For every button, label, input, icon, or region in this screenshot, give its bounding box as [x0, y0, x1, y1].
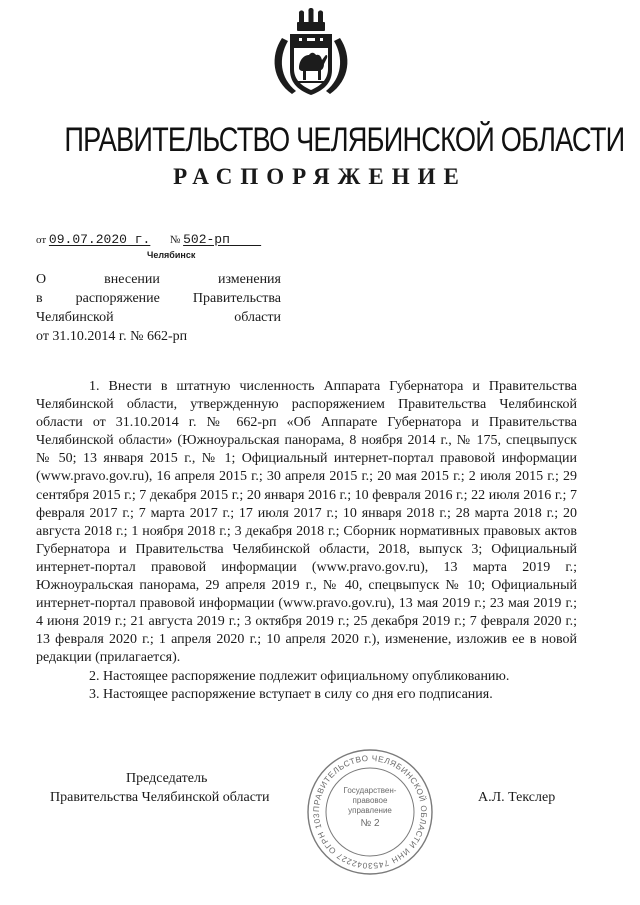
signatory-organization: Правительства Челябинской области	[50, 790, 270, 805]
signatory-role: Председатель	[126, 771, 208, 786]
document-date: 09.07.2020 г.	[48, 232, 151, 247]
document-number: 502-рп	[183, 232, 230, 247]
document-requisites	[36, 232, 261, 248]
coat-of-arms-emblem	[266, 8, 356, 100]
document-body	[36, 378, 577, 704]
subject-line-4: от 31.10.2014 г. № 662-рп	[36, 329, 188, 344]
subject-line-2: в распоряжение Правительства	[36, 291, 281, 306]
signatory-name: А.Л. Текслер	[478, 790, 556, 805]
number-prefix: №	[169, 234, 181, 246]
stamp-line-3: управление	[348, 806, 392, 815]
paragraph-1: 1. Внести в штатную численность Аппарата Губернатора и Правительства Челябинской области, утвержденную распоряжением Правительства Челябинской области от 31.10.2014 г. № 662-рп «Об Аппарате Губернатора и Правительства Челябинской области» (Южноуральская панорама, 8 ноября 2014 г., № 175, спецвыпуск № 50; 13 января 2015 г., № 1; Официальный интернет-портал правовой информации (www.pravo.gov.ru), 16 апреля 2015 г.; 30 апреля 2015 г.; 20 мая 2015 г.; 2 июля 2015 г.; 29 сентября 2015 г.; 7 декабря 2015 г.; 20 января 2016 г.; 10 февраля 2016 г.; 22 июля 2016 г.; 7 февраля 2017 г.; 7 марта 2017 г.; 17 июля 2017 г.; 10 января 2018 г.; 28 марта 2018 г.; 20 августа 2018 г.; 1 ноября 2018 г.; 3 декабря 2018 г.; Сборник нормативных правовых актов Губернатора и Правительства Челябинской области, 2018, выпуск 3; Официальный интернет-портал правовой информации (www.pravo.gov.ru), 13 марта 2019 г.; Южноуральская панорама, 29 апреля 2019 г., № 40, спецвыпуск № 10; Официальный интернет-портал правовой информации (www.pravo.gov.ru), 13 мая 2019 г.; 23 мая 2019 г.; 4 июня 2019 г.; 21 августа 2019 г.; 3 октября 2019 г.; 25 декабря 2019 г.; 7 февраля 2020 г.; 13 февраля 2020 г.; 1 апреля 2020 г.; 10 апреля 2020 г.), изменение, изложив ее в новой редакции (прилагается).	[36, 379, 577, 666]
city-label: Челябинск	[147, 250, 196, 260]
subject-line-3: Челябинской области	[36, 310, 281, 325]
stamp-ring-text: ПРАВИТЕЛЬСТВО ЧЕЛЯБИНСКОЙ ОБЛАСТИ ИНН 7453042227 ОГРН 103	[311, 753, 429, 871]
stamp-line-1: Государствен-	[343, 786, 397, 795]
paragraph-2: 2. Настоящее распоряжение подлежит официальному опубликованию.	[89, 668, 510, 684]
date-prefix: от	[36, 234, 47, 246]
official-stamp	[304, 746, 436, 878]
organization-title: ПРАВИТЕЛЬСТВО ЧЕЛЯБИНСКОЙ ОБЛАСТИ	[64, 121, 625, 159]
paragraph-3: 3. Настоящее распоряжение вступает в силу со дня его подписания.	[89, 686, 493, 702]
document-type: РАСПОРЯЖЕНИЕ	[173, 164, 467, 189]
subject-line-1: О внесении изменения	[36, 272, 281, 287]
chelyabinsk-coat-of-arms-icon	[266, 8, 356, 100]
stamp-number: № 2	[360, 818, 380, 829]
document-subject	[36, 270, 281, 346]
stamp-line-2: правовое	[352, 796, 388, 805]
